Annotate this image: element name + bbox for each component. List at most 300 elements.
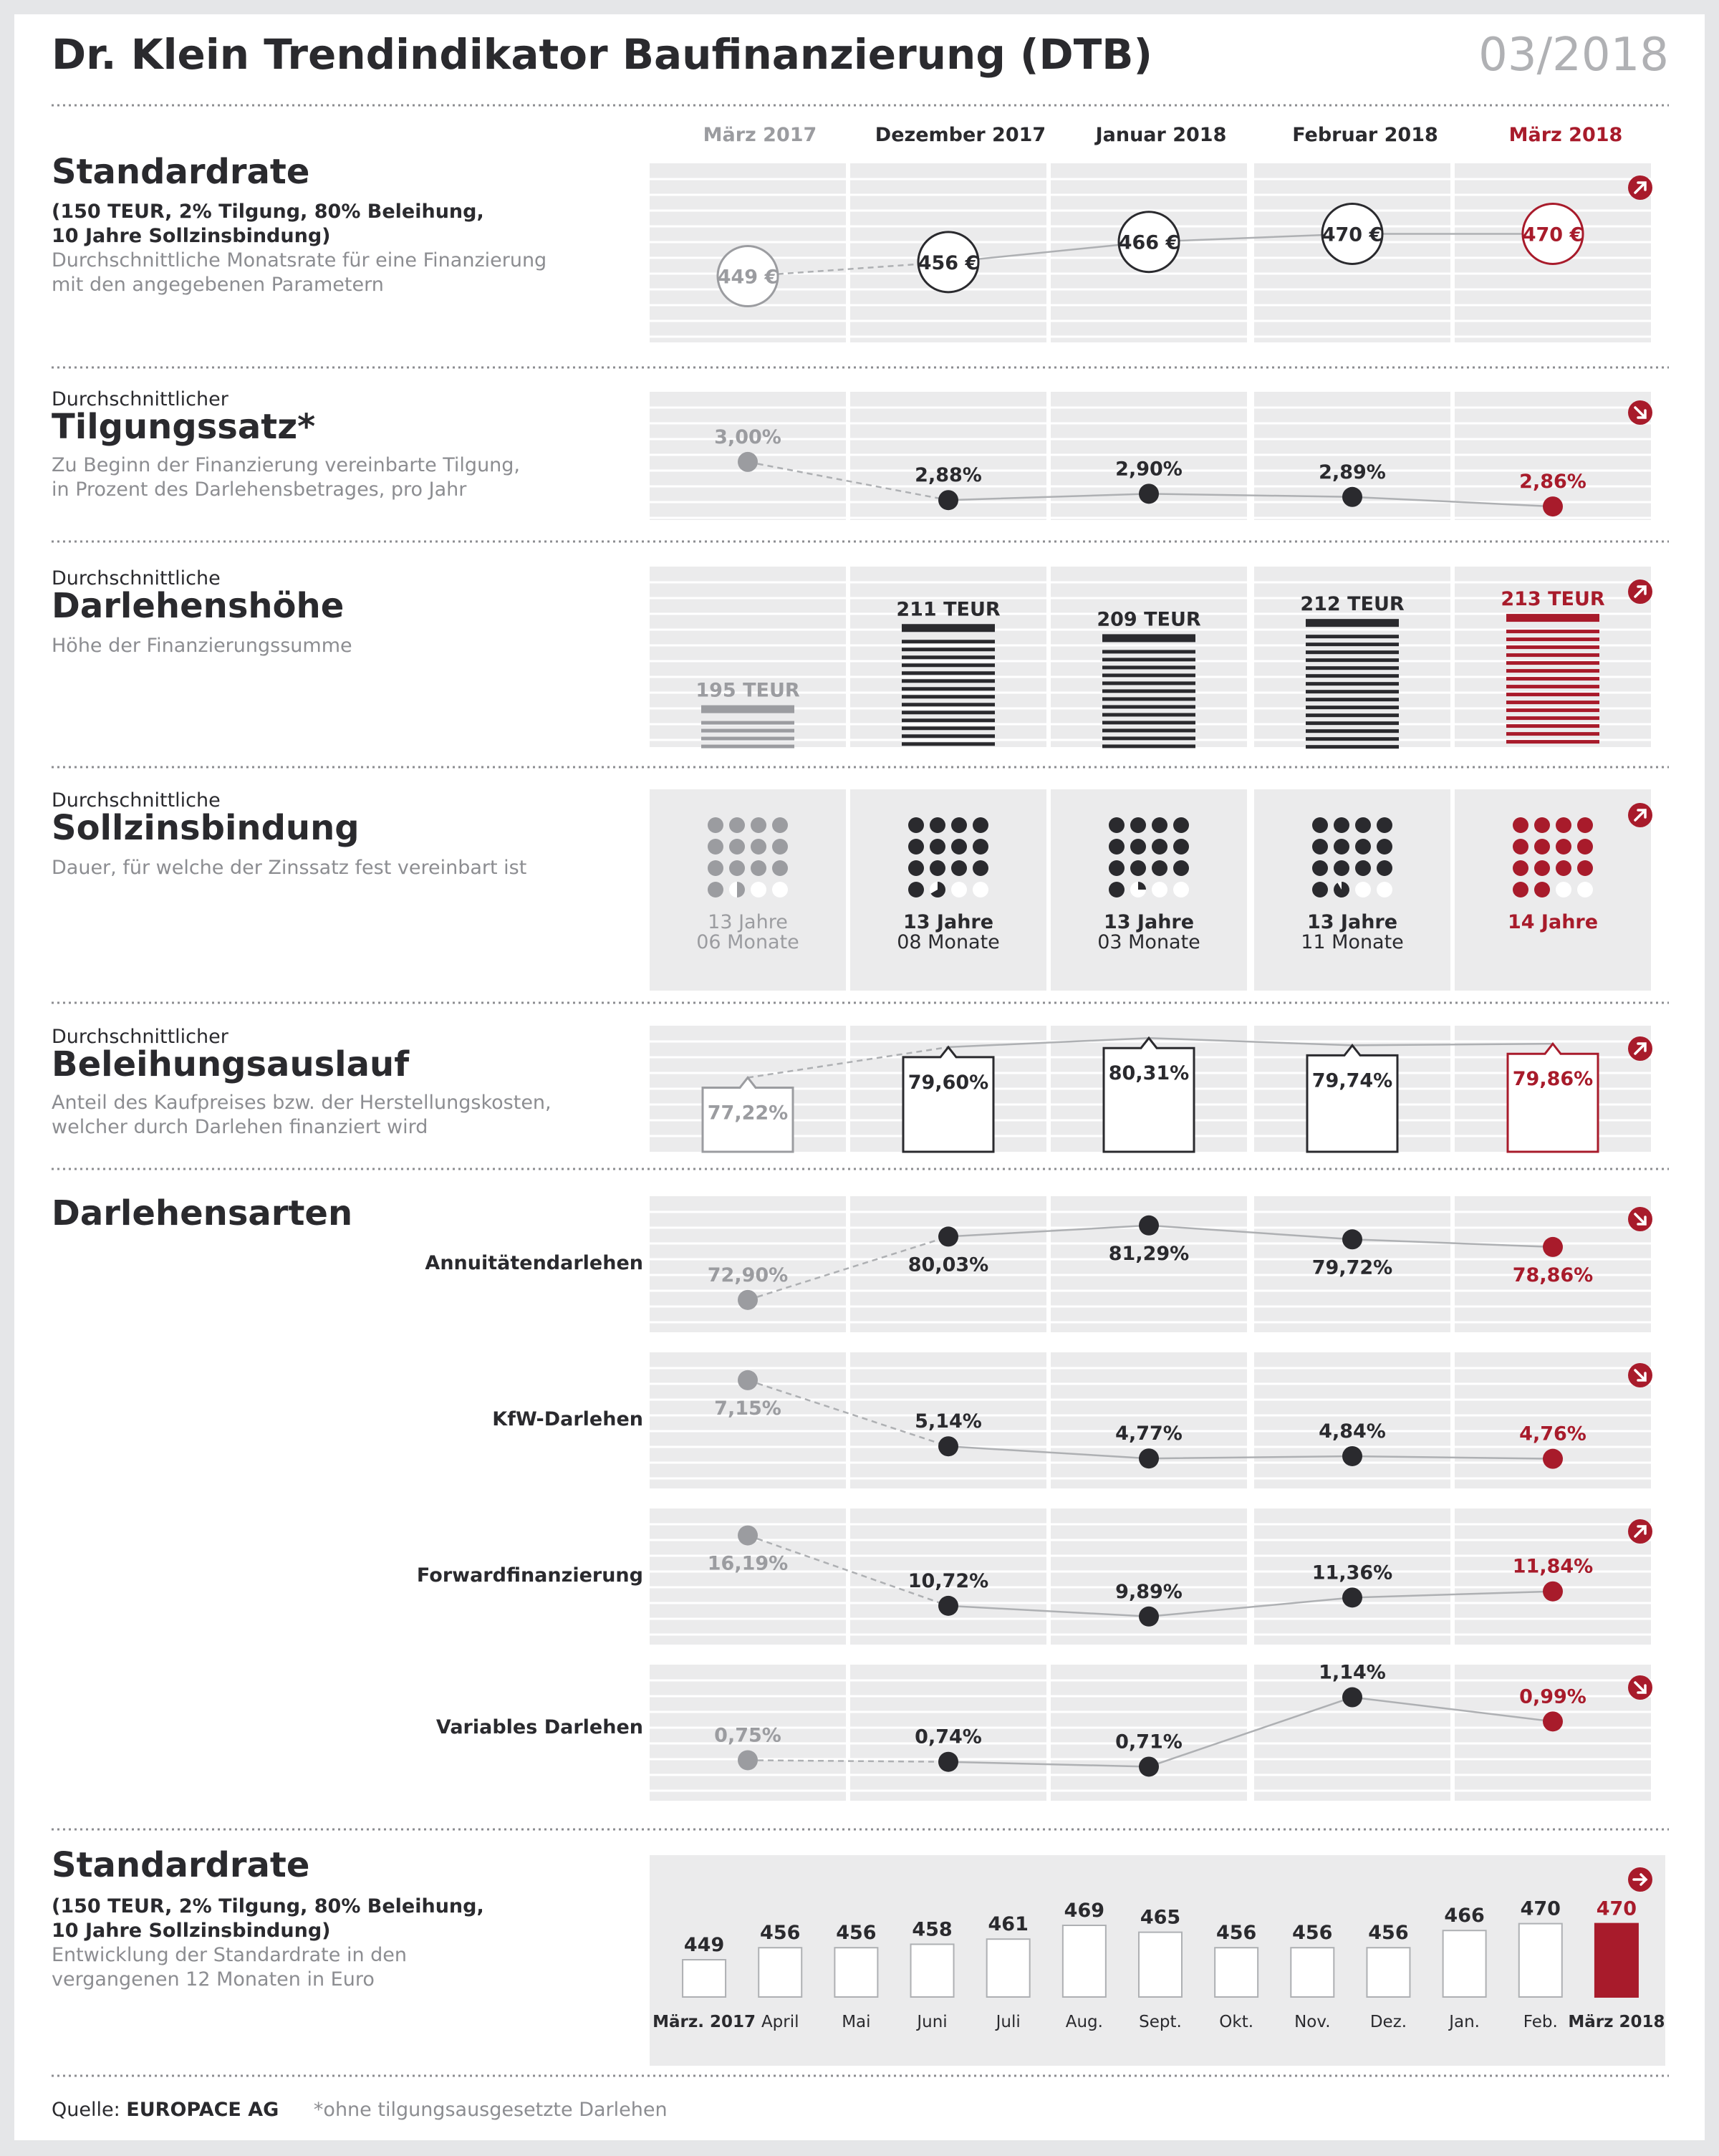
sollzins-year-dot-1 <box>951 860 967 876</box>
kfw-label: KfW-Darlehen <box>492 1408 643 1430</box>
beleihung-value-3: 79,74% <box>1311 1069 1393 1092</box>
annuitaet-value-2: 81,29% <box>1108 1242 1190 1265</box>
sollzins-year-dot-2 <box>1109 860 1125 876</box>
sollzins-year-dot-1 <box>951 839 967 855</box>
darlehenshoehe-bar-stripe-3 <box>1306 658 1399 662</box>
sollzins-panel-1 <box>850 789 1046 991</box>
kfw-point-1 <box>938 1436 958 1456</box>
sollzins-year-dot-3 <box>1334 860 1349 876</box>
darlehenshoehe-bar-stripe-3 <box>1306 721 1399 725</box>
standardrate12-month-9: Dez. <box>1369 2013 1407 2031</box>
standardrate12-value-2: 456 <box>836 1922 877 1945</box>
darlehenshoehe-pre: Durchschnittliche <box>52 567 221 589</box>
sollzins-year-dot-0 <box>708 839 723 855</box>
sollzins-year-dot-3 <box>1355 860 1371 876</box>
darlehenshoehe-bar-cap-4 <box>1506 614 1599 622</box>
sollzins-year-dot-3 <box>1334 817 1349 833</box>
variabel-value-2: 0,71% <box>1115 1731 1183 1753</box>
sollzins-empty-dot-3 <box>1377 882 1392 897</box>
forward-point-2 <box>1139 1607 1159 1627</box>
beleihung-value-0: 77,22% <box>707 1102 789 1125</box>
darlehenshoehe-bar-stripe-3 <box>1306 650 1399 654</box>
sollzins-year-dot-2 <box>1152 860 1167 876</box>
sollzins-empty-dot-3 <box>1355 882 1371 897</box>
standardrate12-value-12: 470 <box>1596 1897 1637 1920</box>
tilgung-value-1: 2,88% <box>915 464 982 487</box>
standardrate12-month-4: Juli <box>996 2013 1021 2031</box>
darlehenshoehe-bar-stripe-3 <box>1306 674 1399 678</box>
kfw-point-4 <box>1543 1449 1563 1469</box>
standardrate12-month-8: Nov. <box>1294 2013 1331 2031</box>
sollzins-year-dot-2 <box>1109 839 1125 855</box>
darlehenshoehe-bar-stripe-4 <box>1506 685 1599 688</box>
variabel-point-4 <box>1543 1711 1563 1731</box>
standardrate12-bar-12 <box>1595 1924 1638 1997</box>
annuitaet-point-2 <box>1139 1216 1159 1236</box>
kfw-point-3 <box>1342 1446 1362 1466</box>
sollzins-year-dot-4 <box>1513 839 1528 855</box>
standardrate12-month-10: Jan. <box>1449 2013 1480 2031</box>
sollzins-year-dot-3 <box>1355 839 1371 855</box>
sollzins-year-dot-1 <box>908 882 924 897</box>
darlehenshoehe-bar-stripe-1 <box>902 640 995 643</box>
sollzins-year-dot-0 <box>772 860 788 876</box>
standardrate12-month-11: Feb. <box>1523 2013 1558 2031</box>
darlehenshoehe-bar-stripe-2 <box>1102 681 1195 685</box>
forward-point-0 <box>738 1526 758 1546</box>
standardrate12-month-2: Mai <box>842 2013 871 2031</box>
sollzins-year-dot-4 <box>1513 882 1528 897</box>
darlehenshoehe-bar-stripe-1 <box>902 648 995 651</box>
sollzins-desc: Dauer, für welche der Zinssatz fest vereinbart ist <box>52 857 527 879</box>
sollzins-year-dot-3 <box>1312 882 1328 897</box>
standardrate12-month-3: Juni <box>917 2013 948 2031</box>
sollzins-year-dot-1 <box>908 860 924 876</box>
sollzins-months-3: 11 Monate <box>1301 931 1404 953</box>
variabel-value-4: 0,99% <box>1519 1685 1586 1708</box>
variabel-value-0: 0,75% <box>714 1724 781 1747</box>
standardrate12-month-12: März 2018 <box>1568 2013 1665 2031</box>
variabel-value-3: 1,14% <box>1319 1661 1386 1684</box>
standardrate12-title: Standardrate <box>52 1845 310 1885</box>
sollzins-empty-dot-0 <box>751 882 766 897</box>
annuitaet-point-4 <box>1543 1237 1563 1257</box>
sollzins-partial-dot-3 <box>1334 882 1349 897</box>
beleihung-desc-line2: welcher durch Darlehen finanziert wird <box>52 1116 428 1138</box>
standardrate-value-4: 470 € <box>1522 223 1584 246</box>
standardrate12-bar-9 <box>1367 1948 1410 1997</box>
darlehenshoehe-bar-stripe-2 <box>1102 736 1195 740</box>
darlehenshoehe-bar-stripe-0 <box>701 721 794 725</box>
darlehenshoehe-value-4: 213 TEUR <box>1501 588 1605 611</box>
tilgung-point-1 <box>938 490 958 510</box>
sollzins-year-dot-2 <box>1130 817 1146 833</box>
sollzins-panel-2 <box>1051 789 1247 991</box>
source-label: Quelle: <box>52 2099 120 2121</box>
infographic-card <box>14 14 1705 2140</box>
column-header-feb-2018: Februar 2018 <box>1292 124 1438 146</box>
standardrate12-bar-1 <box>759 1948 801 1997</box>
forward-point-1 <box>938 1596 958 1616</box>
sollzins-year-dot-4 <box>1577 860 1593 876</box>
column-header-mar-2018: März 2018 <box>1508 124 1623 146</box>
tilgung-pre: Durchschnittlicher <box>52 388 228 410</box>
darlehenshoehe-bar-stripe-4 <box>1506 637 1599 641</box>
darlehenshoehe-bar-stripe-3 <box>1306 737 1399 741</box>
kfw-value-2: 4,77% <box>1115 1423 1183 1445</box>
darlehenshoehe-bar-stripe-4 <box>1506 677 1599 680</box>
standardrate12-value-4: 461 <box>988 1913 1029 1936</box>
darlehenshoehe-bar-stripe-2 <box>1102 673 1195 677</box>
darlehenshoehe-bar-stripe-4 <box>1506 701 1599 704</box>
tilgung-point-0 <box>738 452 758 472</box>
standardrate12-bar-10 <box>1443 1930 1486 1997</box>
sollzins-year-dot-1 <box>951 817 967 833</box>
sollzins-year-dot-3 <box>1312 860 1328 876</box>
tilgung-point-3 <box>1342 487 1362 507</box>
darlehenshoehe-bar-stripe-2 <box>1102 713 1195 716</box>
sollzins-year-dot-1 <box>930 860 945 876</box>
darlehenshoehe-bar-stripe-4 <box>1506 724 1599 728</box>
darlehenshoehe-bar-stripe-0 <box>701 745 794 749</box>
standardrate12-value-11: 470 <box>1520 1897 1561 1920</box>
column-header-mar-2017: März 2017 <box>703 124 817 146</box>
sollzins-years-2: 13 Jahre <box>1103 911 1195 933</box>
standardrate12-bar-5 <box>1063 1925 1106 1997</box>
darlehenshoehe-bar-stripe-1 <box>902 695 995 698</box>
darlehenshoehe-bar-stripe-3 <box>1306 690 1399 693</box>
darlehenshoehe-bar-stripe-2 <box>1102 658 1195 661</box>
darlehenshoehe-bar-stripe-3 <box>1306 745 1399 749</box>
darlehenshoehe-bar-stripe-2 <box>1102 744 1195 748</box>
darlehenshoehe-bar-cap-3 <box>1306 619 1399 627</box>
standardrate12-bar-6 <box>1139 1933 1182 1997</box>
darlehenshoehe-value-0: 195 TEUR <box>695 679 800 702</box>
kfw-point-2 <box>1139 1448 1159 1468</box>
standardrate-title: Standardrate <box>52 152 310 192</box>
sollzins-year-dot-4 <box>1577 817 1593 833</box>
standardrate12-month-6: Sept. <box>1139 2013 1182 2031</box>
darlehenshoehe-bar-stripe-3 <box>1306 643 1399 646</box>
standardrate12-bar-0 <box>683 1960 726 1997</box>
sollzins-year-dot-2 <box>1109 817 1125 833</box>
darlehenshoehe-panel-0 <box>650 567 846 747</box>
annuitaet-value-0: 72,90% <box>707 1264 789 1286</box>
sollzins-year-dot-4 <box>1534 817 1550 833</box>
sollzins-year-dot-1 <box>930 817 945 833</box>
sollzins-years-0: 13 Jahre <box>708 911 788 933</box>
darlehenshoehe-bar-stripe-1 <box>902 671 995 675</box>
variabel-point-2 <box>1139 1756 1159 1776</box>
forward-value-4: 11,84% <box>1512 1555 1594 1578</box>
sollzins-year-dot-1 <box>973 839 988 855</box>
darlehenshoehe-bar-stripe-2 <box>1102 697 1195 701</box>
darlehenshoehe-value-3: 212 TEUR <box>1300 593 1405 616</box>
forward-value-3: 11,36% <box>1311 1561 1393 1584</box>
darlehenshoehe-bar-stripe-1 <box>902 679 995 683</box>
darlehenshoehe-bar-stripe-1 <box>902 655 995 659</box>
darlehenshoehe-bar-stripe-4 <box>1506 653 1599 657</box>
darlehenshoehe-bar-cap-2 <box>1102 634 1195 642</box>
variabel-point-0 <box>738 1750 758 1770</box>
sollzins-empty-dot-1 <box>951 882 967 897</box>
sollzins-year-dot-1 <box>908 839 924 855</box>
beleihung-title: Beleihungsauslauf <box>52 1044 410 1084</box>
standardrate-value-2: 466 € <box>1118 231 1180 254</box>
darlehenshoehe-bar-stripe-3 <box>1306 713 1399 717</box>
variabel-value-1: 0,74% <box>915 1726 982 1748</box>
sollzins-year-dot-1 <box>908 817 924 833</box>
darlehenshoehe-bar-stripe-1 <box>902 718 995 722</box>
standardrate12-bar-11 <box>1519 1924 1562 1997</box>
darlehenshoehe-panel-2 <box>1051 567 1247 747</box>
beleihung-box-1 <box>903 1047 993 1152</box>
sollzins-year-dot-3 <box>1355 817 1371 833</box>
variabel-panel-3 <box>1254 1665 1450 1801</box>
beleihung-value-4: 79,86% <box>1512 1068 1594 1091</box>
standardrate-value-3: 470 € <box>1321 223 1383 246</box>
darlehenshoehe-bar-stripe-4 <box>1506 732 1599 736</box>
standardrate-desc-line1: Durchschnittliche Monatsrate für eine Finanzierung <box>52 249 547 271</box>
sollzins-year-dot-4 <box>1534 882 1550 897</box>
darlehenshoehe-bar-stripe-4 <box>1506 630 1599 633</box>
darlehenshoehe-bar-stripe-4 <box>1506 708 1599 712</box>
page-title: Dr. Klein Trendindikator Baufinanzierung (DTB) <box>52 30 1152 79</box>
tilgung-value-4: 2,86% <box>1519 471 1586 494</box>
sollzins-year-dot-0 <box>751 860 766 876</box>
tilgung-point-4 <box>1543 496 1563 516</box>
annuitaet-value-1: 80,03% <box>907 1253 989 1276</box>
kfw-point-0 <box>738 1370 758 1390</box>
forward-point-4 <box>1543 1582 1563 1602</box>
sollzins-empty-dot-2 <box>1173 882 1189 897</box>
beleihung-box-2 <box>1104 1038 1194 1152</box>
annuitaet-label: Annuitätendarlehen <box>425 1252 643 1274</box>
darlehenshoehe-bar-stripe-1 <box>902 703 995 706</box>
kfw-value-3: 4,84% <box>1319 1420 1386 1443</box>
beleihung-box-4 <box>1508 1044 1598 1152</box>
sollzins-year-dot-2 <box>1152 817 1167 833</box>
standardrate12-desc-line1: Entwicklung der Standardrate in den <box>52 1944 408 1966</box>
darlehenshoehe-bar-stripe-4 <box>1506 740 1599 743</box>
darlehenshoehe-bar-stripe-4 <box>1506 661 1599 665</box>
standardrate12-month-7: Okt. <box>1219 2013 1254 2031</box>
sollzins-year-dot-0 <box>708 882 723 897</box>
darlehenshoehe-bar-stripe-4 <box>1506 669 1599 673</box>
standardrate12-value-8: 456 <box>1292 1922 1333 1945</box>
sollzins-year-dot-2 <box>1173 817 1189 833</box>
standardrate12-value-5: 469 <box>1064 1900 1105 1922</box>
darlehenshoehe-bar-stripe-1 <box>902 687 995 690</box>
standardrate12-month-0: März. 2017 <box>653 2013 756 2031</box>
darlehenshoehe-value-2: 209 TEUR <box>1097 608 1201 631</box>
darlehenshoehe-bar-stripe-4 <box>1506 716 1599 720</box>
tilgung-value-0: 3,00% <box>714 425 781 448</box>
standardrate-desc-line2: mit den angegebenen Parametern <box>52 274 384 296</box>
beleihung-value-1: 79,60% <box>907 1071 989 1094</box>
sollzins-year-dot-0 <box>708 817 723 833</box>
sollzins-empty-dot-4 <box>1577 882 1593 897</box>
sollzins-year-dot-4 <box>1513 817 1528 833</box>
kfw-value-1: 5,14% <box>915 1410 982 1433</box>
sollzins-year-dot-0 <box>708 860 723 876</box>
chart-graphics <box>14 14 1705 2140</box>
darlehenshoehe-bar-stripe-1 <box>902 742 995 746</box>
sollzins-panel-0 <box>650 789 846 991</box>
tilgung-desc-line1: Zu Beginn der Finanzierung vereinbarte Tilgung, <box>52 454 521 476</box>
darlehenshoehe-bar-stripe-1 <box>902 734 995 738</box>
darlehenshoehe-bar-stripe-2 <box>1102 721 1195 724</box>
sollzins-empty-dot-1 <box>973 882 988 897</box>
sollzins-title: Sollzinsbindung <box>52 808 360 848</box>
darlehenshoehe-bar-stripe-0 <box>701 729 794 733</box>
darlehenshoehe-bar-stripe-1 <box>902 726 995 730</box>
standardrate12-bar-3 <box>911 1944 954 1997</box>
forward-point-3 <box>1342 1587 1362 1607</box>
sollzins-year-dot-4 <box>1556 817 1571 833</box>
sollzins-year-dot-4 <box>1534 839 1550 855</box>
sollzins-year-dot-0 <box>729 839 745 855</box>
sollzins-years-3: 13 Jahre <box>1306 911 1398 933</box>
sollzins-months-0: 06 Monate <box>696 931 799 953</box>
darlehenshoehe-bar-stripe-3 <box>1306 706 1399 709</box>
sollzins-year-dot-4 <box>1534 860 1550 876</box>
darlehenshoehe-bar-cap-1 <box>902 624 995 632</box>
sollzins-empty-dot-0 <box>772 882 788 897</box>
beleihung-value-2: 80,31% <box>1108 1062 1190 1085</box>
standardrate12-value-10: 466 <box>1444 1905 1485 1928</box>
issue-date: 03/2018 <box>1478 29 1669 82</box>
standardrate12-params-line2: 10 Jahre Sollzinsbindung) <box>52 1920 331 1942</box>
standardrate12-bar-8 <box>1291 1948 1334 1997</box>
sollzins-year-dot-2 <box>1130 860 1146 876</box>
darlehenshoehe-value-1: 211 TEUR <box>896 598 1001 621</box>
tilgung-desc-line2: in Prozent des Darlehensbetrages, pro Jahr <box>52 478 467 501</box>
standardrate-value-1: 456 € <box>918 251 979 274</box>
annuitaet-value-4: 78,86% <box>1512 1264 1594 1286</box>
standardrate12-value-6: 465 <box>1140 1906 1181 1929</box>
kfw-value-4: 4,76% <box>1519 1423 1586 1445</box>
darlehenshoehe-bar-stripe-3 <box>1306 682 1399 685</box>
standardrate12-value-1: 456 <box>760 1922 801 1945</box>
variabel-point-3 <box>1342 1688 1362 1708</box>
darlehenshoehe-bar-stripe-2 <box>1102 689 1195 693</box>
sollzins-year-dot-4 <box>1556 860 1571 876</box>
standardrate12-month-1: April <box>761 2013 799 2031</box>
darlehenshoehe-bar-stripe-2 <box>1102 705 1195 708</box>
sollzins-year-dot-1 <box>930 839 945 855</box>
sollzins-year-dot-4 <box>1556 839 1571 855</box>
annuitaet-point-1 <box>938 1226 958 1246</box>
sollzins-year-dot-2 <box>1173 860 1189 876</box>
standardrate12-bar-4 <box>987 1939 1030 1997</box>
sollzins-year-dot-0 <box>751 839 766 855</box>
forward-label: Forwardfinanzierung <box>416 1564 643 1587</box>
standardrate-params-line1: (150 TEUR, 2% Tilgung, 80% Beleihung, <box>52 201 484 223</box>
column-header-dec-2017: Dezember 2017 <box>875 124 1046 146</box>
beleihung-desc-line1: Anteil des Kaufpreises bzw. der Herstellungskosten, <box>52 1092 552 1114</box>
tilgung-value-3: 2,89% <box>1319 461 1386 483</box>
standardrate12-desc-line2: vergangenen 12 Monaten in Euro <box>52 1968 375 1991</box>
sollzins-year-dot-3 <box>1312 839 1328 855</box>
darlehenshoehe-bar-stripe-1 <box>902 663 995 667</box>
sollzins-panel-4 <box>1455 789 1651 991</box>
sollzins-years-4: 14 Jahre <box>1507 911 1599 933</box>
standardrate12-params-line1: (150 TEUR, 2% Tilgung, 80% Beleihung, <box>52 1895 484 1917</box>
darlehenshoehe-desc: Höhe der Finanzierungssumme <box>52 635 352 657</box>
kfw-value-0: 7,15% <box>714 1397 781 1420</box>
sollzins-year-dot-3 <box>1377 817 1392 833</box>
standardrate12-bar-2 <box>834 1948 877 1997</box>
sollzins-year-dot-4 <box>1577 839 1593 855</box>
darlehenshoehe-bar-stripe-4 <box>1506 645 1599 649</box>
sollzins-year-dot-2 <box>1173 839 1189 855</box>
sollzins-year-dot-3 <box>1377 839 1392 855</box>
sollzins-year-dot-0 <box>729 817 745 833</box>
sollzins-months-1: 08 Monate <box>897 931 1000 953</box>
source-name: EUROPACE AG <box>126 2099 279 2121</box>
beleihung-pre: Durchschnittlicher <box>52 1026 228 1048</box>
sollzins-years-1: 13 Jahre <box>902 911 994 933</box>
sollzins-empty-dot-4 <box>1556 882 1571 897</box>
annuitaet-point-3 <box>1342 1229 1362 1249</box>
darlehenshoehe-bar-stripe-2 <box>1102 728 1195 732</box>
darlehenshoehe-bar-stripe-0 <box>701 737 794 741</box>
darlehenshoehe-bar-stripe-4 <box>1506 693 1599 696</box>
tilgung-point-2 <box>1139 483 1159 504</box>
standardrate12-value-3: 458 <box>912 1918 953 1941</box>
darlehenshoehe-bar-stripe-2 <box>1102 650 1195 653</box>
darlehenshoehe-title: Darlehenshöhe <box>52 586 345 626</box>
forward-value-1: 10,72% <box>907 1569 989 1592</box>
sollzins-year-dot-1 <box>973 817 988 833</box>
sollzins-year-dot-2 <box>1130 839 1146 855</box>
tilgung-title: Tilgungssatz* <box>52 407 316 447</box>
standardrate-value-0: 449 € <box>717 266 779 289</box>
sollzins-months-2: 03 Monate <box>1097 931 1200 953</box>
standardrate12-value-7: 456 <box>1215 1922 1257 1945</box>
sollzins-year-dot-0 <box>751 817 766 833</box>
darlehenshoehe-bar-stripe-3 <box>1306 698 1399 701</box>
column-header-jan-2018: Januar 2018 <box>1095 124 1227 146</box>
standardrate-params-line2: 10 Jahre Sollzinsbindung) <box>52 225 331 247</box>
sollzins-year-dot-3 <box>1312 817 1328 833</box>
sollzins-year-dot-2 <box>1109 882 1125 897</box>
darlehenshoehe-bar-stripe-3 <box>1306 666 1399 670</box>
darlehenshoehe-bar-stripe-3 <box>1306 729 1399 733</box>
darlehensarten-title: Darlehensarten <box>52 1193 353 1233</box>
darlehenshoehe-bar-cap-0 <box>701 706 794 713</box>
forward-value-0: 16,19% <box>707 1552 789 1575</box>
sollzins-year-dot-0 <box>772 839 788 855</box>
sollzins-empty-dot-2 <box>1152 882 1167 897</box>
darlehenshoehe-bar-stripe-2 <box>1102 665 1195 669</box>
tilgung-value-2: 2,90% <box>1115 458 1183 481</box>
sollzins-year-dot-3 <box>1377 860 1392 876</box>
variabel-point-1 <box>938 1752 958 1772</box>
sollzins-year-dot-3 <box>1334 839 1349 855</box>
footnote: *ohne tilgungsausgesetzte Darlehen <box>313 2099 668 2121</box>
annuitaet-value-3: 79,72% <box>1311 1256 1393 1279</box>
darlehenshoehe-bar-stripe-1 <box>902 711 995 714</box>
standardrate12-bar-7 <box>1215 1948 1258 1997</box>
sollzins-year-dot-4 <box>1513 860 1528 876</box>
sollzins-pre: Durchschnittliche <box>52 789 221 812</box>
darlehenshoehe-bar-stripe-3 <box>1306 635 1399 638</box>
annuitaet-point-0 <box>738 1290 758 1310</box>
sollzins-panel-3 <box>1254 789 1450 991</box>
sollzins-year-dot-1 <box>973 860 988 876</box>
